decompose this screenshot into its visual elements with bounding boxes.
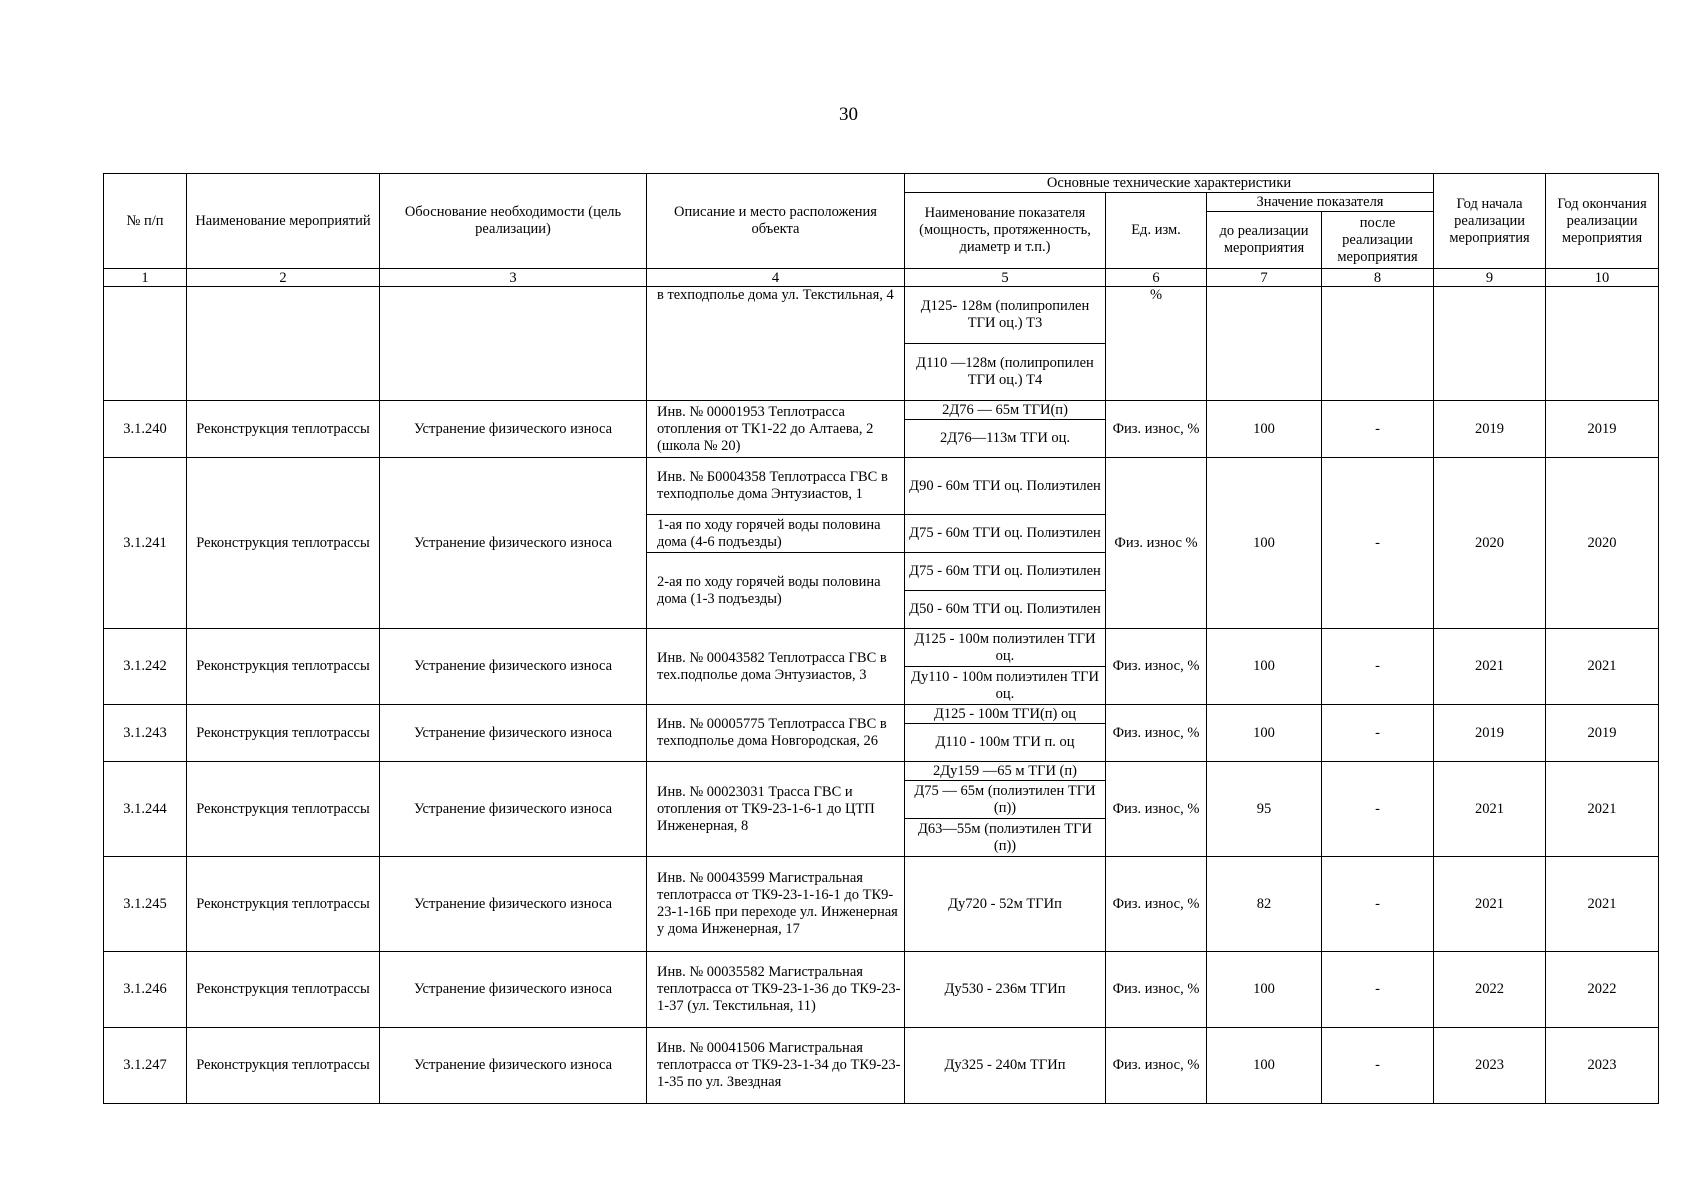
header-group-tech: Основные технические характеристики xyxy=(905,174,1434,193)
cell-number: 3.1.244 xyxy=(104,762,187,857)
measures-table xyxy=(103,173,1659,1104)
cell-description: Инв. № 00043582 Теплотрасса ГВС в тех.подполье дома Энтузиастов, 3 xyxy=(647,629,905,705)
cell-name: Реконструкция теплотрассы xyxy=(187,629,380,705)
cell-parameter: 2Д76—113м ТГИ оц. xyxy=(905,420,1106,458)
cell-name: Реконструкция теплотрассы xyxy=(187,401,380,458)
cell-end-year: 2023 xyxy=(1546,1028,1659,1104)
header-col-8: после реализации мероприятия xyxy=(1322,212,1434,269)
page-number: 30 xyxy=(839,104,858,125)
header-number: 4 xyxy=(647,269,905,287)
cell-after: - xyxy=(1322,705,1434,762)
header-col-10: Год окончания реализации мероприятия xyxy=(1546,174,1659,269)
cell-number: 3.1.247 xyxy=(104,1028,187,1104)
cell-after: - xyxy=(1322,857,1434,952)
header-col-1: № п/п xyxy=(104,174,187,269)
cell-parameter: 2Ду159 —65 м ТГИ (п) xyxy=(905,762,1106,781)
cell-description: 1-ая по ходу горячей воды половина дома (4-6 подъезды) xyxy=(647,515,905,553)
table-row xyxy=(104,401,1659,420)
cell-parameter: Д63—55м (полиэтилен ТГИ (п)) xyxy=(905,819,1106,857)
cell-number: 3.1.245 xyxy=(104,857,187,952)
cell-description: Инв. № 00035582 Магистральная теплотрасса от ТК9-23-1-36 до ТК9-23-1-37 (ул. Текстильная, 11) xyxy=(647,952,905,1028)
cell-unit: Физ. износ, % xyxy=(1106,952,1207,1028)
header-col-9: Год начала реализации мероприятия xyxy=(1434,174,1546,269)
cell-end-year: 2022 xyxy=(1546,952,1659,1028)
cell-start-year: 2019 xyxy=(1434,705,1546,762)
cell-reason: Устранение физического износа xyxy=(380,629,647,705)
header-group-value: Значение показателя xyxy=(1207,193,1434,212)
cell-name: Реконструкция теплотрассы xyxy=(187,1028,380,1104)
cell-reason: Устранение физического износа xyxy=(380,857,647,952)
cell-reason: Устранение физического износа xyxy=(380,705,647,762)
cell-description: Инв. № 00041506 Магистральная теплотрасса от ТК9-23-1-34 до ТК9-23-1-35 по ул. Звездная xyxy=(647,1028,905,1104)
cell-parameter: Ду110 - 100м полиэтилен ТГИ оц. xyxy=(905,667,1106,705)
cell-unit: Физ. износ, % xyxy=(1106,401,1207,458)
cell-unit: Физ. износ % xyxy=(1106,458,1207,629)
header-number: 7 xyxy=(1207,269,1322,287)
cell-start-year: 2021 xyxy=(1434,629,1546,705)
header-number: 6 xyxy=(1106,269,1207,287)
header-number: 8 xyxy=(1322,269,1434,287)
cell-start-year: 2023 xyxy=(1434,1028,1546,1104)
cell-before: 82 xyxy=(1207,857,1322,952)
table-row xyxy=(104,952,1659,1028)
cell-after: - xyxy=(1322,458,1434,629)
cell-parameter: Д75 - 60м ТГИ оц. Полиэтилен xyxy=(905,553,1106,591)
table-row xyxy=(104,629,1659,667)
cell-parameter: Д75 - 60м ТГИ оц. Полиэтилен xyxy=(905,515,1106,553)
table-row xyxy=(104,762,1659,781)
cell-end-year: 2020 xyxy=(1546,458,1659,629)
header-col-7: до реализации мероприятия xyxy=(1207,212,1322,269)
cell-description: Инв. № 00043599 Магистральная теплотрасса от ТК9-23-1-16-1 до ТК9-23-1-16Б при переходе ул. Инженерная у дома Инженерная, 17 xyxy=(647,857,905,952)
cell-before: 100 xyxy=(1207,458,1322,629)
cell-parameter: Ду325 - 240м ТГИп xyxy=(905,1028,1106,1104)
header-col-3: Обоснование необходимости (цель реализации) xyxy=(380,174,647,269)
cell-before: 100 xyxy=(1207,952,1322,1028)
cell-description: Инв. № 00005775 Теплотрасса ГВС в техподполье дома Новгородская, 26 xyxy=(647,705,905,762)
cell-parameter: Д125 - 100м ТГИ(п) оц xyxy=(905,705,1106,724)
header-numbers-row xyxy=(104,269,1659,287)
cell-reason: Устранение физического износа xyxy=(380,458,647,629)
cell-name: Реконструкция теплотрассы xyxy=(187,458,380,629)
cell-number: 3.1.243 xyxy=(104,705,187,762)
header-col-6: Ед. изм. xyxy=(1106,193,1207,269)
cell-number: 3.1.242 xyxy=(104,629,187,705)
cell-description: Инв. № Б0004358 Теплотрасса ГВС в техподполье дома Энтузиастов, 1 xyxy=(647,458,905,515)
cell-before: 100 xyxy=(1207,1028,1322,1104)
cell-reason: Устранение физического износа xyxy=(380,401,647,458)
header-number: 1 xyxy=(104,269,187,287)
cell-after: - xyxy=(1322,762,1434,857)
cell-parameter: Ду530 - 236м ТГИп xyxy=(905,952,1106,1028)
cell-start-year: 2019 xyxy=(1434,401,1546,458)
cell-start-year: 2022 xyxy=(1434,952,1546,1028)
cell-end-year: 2021 xyxy=(1546,629,1659,705)
cell-description: в техподполье дома ул. Текстильная, 4 xyxy=(647,287,905,401)
cell-before: 100 xyxy=(1207,401,1322,458)
cell-empty xyxy=(1546,287,1659,401)
cell-name: Реконструкция теплотрассы xyxy=(187,762,380,857)
cell-parameter: Д50 - 60м ТГИ оц. Полиэтилен xyxy=(905,591,1106,629)
cell-empty xyxy=(1207,287,1322,401)
cell-number: 3.1.241 xyxy=(104,458,187,629)
cell-number: 3.1.246 xyxy=(104,952,187,1028)
cell-after: - xyxy=(1322,629,1434,705)
cell-parameter: Д125- 128м (полипропилен ТГИ оц.) Т3 xyxy=(905,287,1106,344)
cell-empty xyxy=(187,287,380,401)
cell-unit: Физ. износ, % xyxy=(1106,857,1207,952)
cell-empty xyxy=(380,287,647,401)
cell-description: Инв. № 00023031 Трасса ГВС и отопления от ТК9-23-1-6-1 до ЦТП Инженерная, 8 xyxy=(647,762,905,857)
header-number: 2 xyxy=(187,269,380,287)
table-row xyxy=(104,1028,1659,1104)
cell-end-year: 2021 xyxy=(1546,762,1659,857)
header-col-2: Наименование мероприятий xyxy=(187,174,380,269)
table-row-continued xyxy=(104,287,1659,344)
cell-name: Реконструкция теплотрассы xyxy=(187,705,380,762)
table-row xyxy=(104,857,1659,952)
cell-unit: % xyxy=(1106,287,1207,401)
cell-unit: Физ. износ, % xyxy=(1106,762,1207,857)
cell-unit: Физ. износ, % xyxy=(1106,1028,1207,1104)
cell-before: 100 xyxy=(1207,705,1322,762)
cell-empty xyxy=(1322,287,1434,401)
cell-after: - xyxy=(1322,952,1434,1028)
cell-after: - xyxy=(1322,1028,1434,1104)
cell-before: 95 xyxy=(1207,762,1322,857)
cell-parameter: Д125 - 100м полиэтилен ТГИ оц. xyxy=(905,629,1106,667)
cell-start-year: 2021 xyxy=(1434,857,1546,952)
cell-parameter: Д110 —128м (полипропилен ТГИ оц.) Т4 xyxy=(905,344,1106,401)
cell-parameter: Ду720 - 52м ТГИп xyxy=(905,857,1106,952)
cell-empty xyxy=(104,287,187,401)
cell-parameter: Д110 - 100м ТГИ п. оц xyxy=(905,724,1106,762)
header-col-5: Наименование показателя (мощность, протяженность, диаметр и т.п.) xyxy=(905,193,1106,269)
cell-empty xyxy=(1434,287,1546,401)
cell-end-year: 2019 xyxy=(1546,705,1659,762)
cell-parameter: 2Д76 — 65м ТГИ(п) xyxy=(905,401,1106,420)
cell-description: 2-ая по ходу горячей воды половина дома (1-3 подъезды) xyxy=(647,553,905,629)
table-row xyxy=(104,705,1659,724)
cell-end-year: 2019 xyxy=(1546,401,1659,458)
cell-start-year: 2020 xyxy=(1434,458,1546,629)
cell-unit: Физ. износ, % xyxy=(1106,705,1207,762)
cell-before: 100 xyxy=(1207,629,1322,705)
header-col-4: Описание и место расположения объекта xyxy=(647,174,905,269)
cell-unit: Физ. износ, % xyxy=(1106,629,1207,705)
cell-end-year: 2021 xyxy=(1546,857,1659,952)
cell-reason: Устранение физического износа xyxy=(380,762,647,857)
cell-parameter: Д75 — 65м (полиэтилен ТГИ (п)) xyxy=(905,781,1106,819)
header-number: 3 xyxy=(380,269,647,287)
cell-name: Реконструкция теплотрассы xyxy=(187,857,380,952)
cell-name: Реконструкция теплотрассы xyxy=(187,952,380,1028)
header-number: 5 xyxy=(905,269,1106,287)
cell-parameter: Д90 - 60м ТГИ оц. Полиэтилен xyxy=(905,458,1106,515)
cell-start-year: 2021 xyxy=(1434,762,1546,857)
table-row xyxy=(104,458,1659,515)
cell-description: Инв. № 00001953 Теплотрасса отопления от ТК1-22 до Алтаева, 2 (школа № 20) xyxy=(647,401,905,458)
cell-after: - xyxy=(1322,401,1434,458)
cell-number: 3.1.240 xyxy=(104,401,187,458)
cell-reason: Устранение физического износа xyxy=(380,1028,647,1104)
cell-reason: Устранение физического износа xyxy=(380,952,647,1028)
header-number: 9 xyxy=(1434,269,1546,287)
header-number: 10 xyxy=(1546,269,1659,287)
